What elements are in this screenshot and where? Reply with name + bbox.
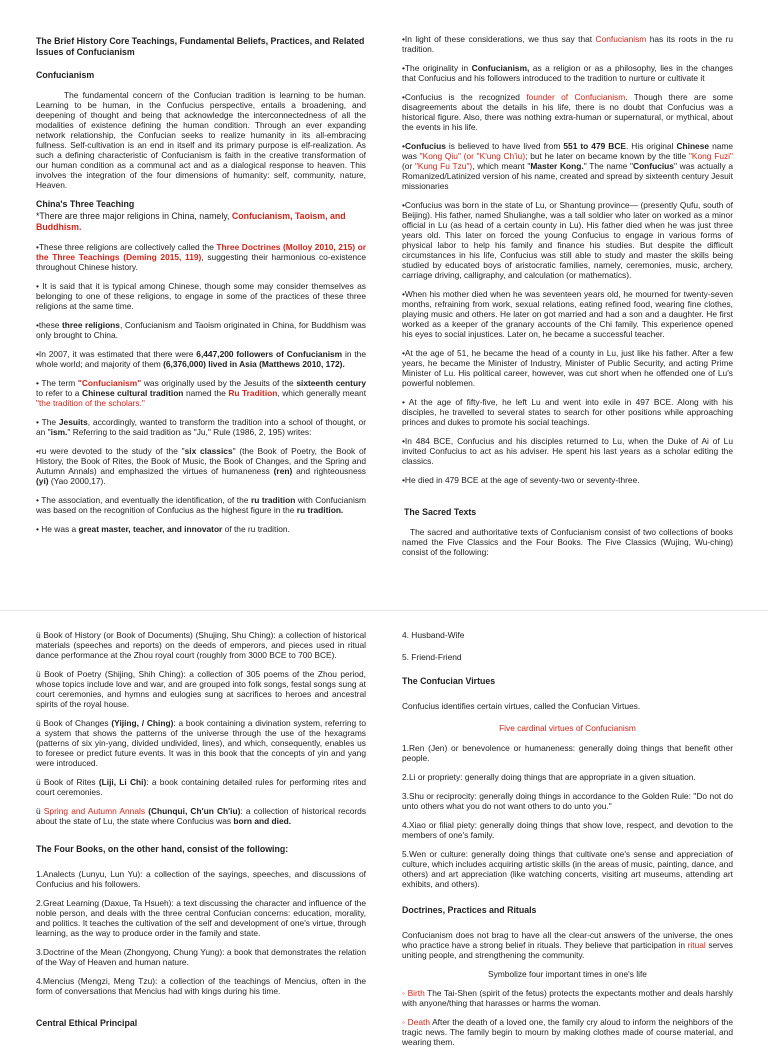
highlight-founder: founder of Confucianism [526, 92, 626, 102]
highlight-kong-qiu: "Kong Qiu" (or "K'ung Ch'iu) [419, 151, 526, 161]
text: in the whole world; and majority of them [36, 349, 367, 369]
text: The Tai-Shen (spirit of the fetus) protects the expectants mother and deals harshly with anyone/thing that harasses or harms the woman. [402, 988, 733, 1008]
bold-text: six classics [184, 446, 233, 456]
text: •Confucius is the recognized [402, 92, 527, 102]
paragraph-lived [402, 141, 733, 191]
bold-text: great master, teacher, and innovator [78, 524, 223, 534]
item-great-learning: 2.Great Learning (Daxue, Ta Hsueh): a text discussing the character and influence of the noble person, and deals with the three central Confucian concerns: education, morality, and politics. It teaches the cultivation of the self and development of one's virtue, through learning, as the way to produce order in the family and state. [36, 898, 366, 938]
top-left-column [36, 36, 366, 543]
item-analects: 1.Analects (Lunyu, Lun Yu): a collection of the sayings, speeches, and discussions of Confucius and his followers. [36, 869, 366, 889]
highlight-death: Death [407, 1017, 431, 1027]
text: ; but he later on became known by the title [525, 151, 689, 161]
paragraph-founder [402, 92, 733, 132]
text: • The association, and eventually the identification, of the [36, 495, 251, 505]
heading-sacred-texts: The Sacred Texts [404, 507, 477, 517]
bold-text: Confucius [404, 141, 446, 151]
item-book-of-rites [36, 777, 366, 797]
text: •The originality in [402, 63, 472, 73]
text: • [402, 141, 405, 151]
item-book-of-poetry: ü Book of Poetry (Shijing, Shih Ching): a collection of 305 poems of the Zhou period, whose topics include love and war, and are grouped into folk songs, festal songs sung at court ceremonies, and hymns and eulogies sung at sacrifices to heroes and ancestral spirits of the royal house. [36, 669, 366, 709]
text: with Confucianism was based on the recognition of Confucius as the highest figure in the [36, 495, 366, 515]
text: • The [36, 417, 59, 427]
paragraph-association [36, 495, 366, 515]
text: •these [36, 320, 62, 330]
highlight-kung-fu-tzu: "Kung Fu Tzu") [414, 161, 473, 171]
text: named the [183, 388, 229, 398]
bold-text: three religions [62, 320, 120, 330]
text: and righteousness [292, 466, 366, 476]
item-xiao: 4.Xiao or filial piety: generally doing things that show love, respect, and devotion to the members of one's family. [402, 820, 733, 840]
paragraph-typical: • It is said that it is typical among Chinese, though some may consider themselves as belonging to one of these religions, to engage in some of the practices of these three religions at the same time. [36, 281, 366, 311]
bold-text: Confucianism, [471, 63, 530, 73]
item-doctrine-of-mean: 3.Doctrine of the Mean (Zhongyong, Chung Yung): a book that demonstrates the relation of the Way of Heaven and human nature. [36, 947, 366, 967]
text: " was actually a Romanized/Latinized version of his name, created and spread by sixteenth century Jesuit missionaries [402, 161, 733, 191]
bottom-left-column [36, 630, 366, 1038]
text: was originally used by the Jesuits of the [141, 378, 297, 388]
highlight-kong-fuzi: "Kong Fuzi" [688, 151, 734, 161]
highlight-birth: Birth [407, 988, 425, 998]
item-husband-wife: 4. Husband-Wife [402, 630, 465, 640]
paragraph-sacred-texts: The sacred and authoritative texts of Confucianism consist of two collections of books named the Five Classics and the Four Books. The Five Classics (Wujing, Wu-ching) consist of the following: [402, 527, 733, 557]
bold-text: Chinese cultural tradition [82, 388, 184, 398]
text: ü [36, 806, 44, 816]
top-right-column [402, 34, 733, 566]
heading-confucianism: Confucianism [36, 70, 95, 80]
item-spring-autumn-annals [36, 806, 366, 826]
text: •These three religions are collectively called the [36, 242, 217, 252]
paragraph-484: •In 484 BCE, Confucius and his disciples returned to Lu, when the Duke of Ai of Lu invited Confucius to act as his adviser. He spent his last years as a scholar editing the classics. [402, 436, 733, 466]
bottom-right-column [402, 630, 733, 1056]
paragraph-jesuits [36, 417, 366, 437]
highlight-ru-tradition: Ru Tradition [228, 388, 278, 398]
bold-text: (Yijing, / Ching) [111, 718, 174, 728]
bullet-icon: ◦ [402, 1017, 408, 1027]
text: (or [402, 161, 415, 171]
heading-doctrines-practices: Doctrines, Practices and Rituals [402, 905, 537, 915]
text: ü Book of Rites [36, 777, 99, 787]
text: : a book containing detailed rules for performing rites and court ceremonies. [36, 777, 367, 797]
item-book-of-changes [36, 718, 366, 768]
paragraph-originality [402, 63, 733, 83]
highlight-doctrines: Three Doctrines (Molloy 2010, 215) or the Three Teachings (Deming 2015, 119) [36, 242, 366, 262]
paragraph-age-51: •At the age of 51, he became the head of a county in Lu, just like his father. After a few years, he became the Minister of Industry, Minister of Public Security, and acting Prime Minister of Lu. His political career, however, was cut short when he offended one of Lu's powerful noblemen. [402, 348, 733, 388]
item-shu: 3.Shu or reciprocity: generally doing things in accordance to the Golden Rule: "Do not do unto others what you do not want others to do unto you." [402, 791, 733, 811]
highlight-ritual: ritual [687, 940, 706, 950]
paragraph-born: •Confucius was born in the state of Lu, or Shantung province— (presently Qufu, south of Beijing). His father, named Shulianghe, was a tall soldier who later on worked as a minor official in Lu (as head of a certain county in Lu). His father died when he was just three years old. This later on forced the young Confucius to engage in various forms of physical labor to help his family and finance his studies. But despite the difficult circumstances in his life, Confucius was still able to study and master the skills being studied by educated boys of aristocratic families, namely, ceremonies, music, archery, carriage driving, calligraphy, and calculation (or mathematics). [402, 200, 733, 280]
bold-text: ru tradition. [296, 505, 344, 515]
text: as a religion or as a philosophy, lies in the changes that Confucius and his followers introduced to the tradition to nurture or cultivate it [402, 63, 733, 83]
text: , which meant " [472, 161, 531, 171]
paragraph-these-three [36, 320, 366, 340]
bold-text: (yi) [36, 476, 49, 486]
item-death [402, 1017, 733, 1047]
text: (Yao 2000,17). [48, 476, 106, 486]
text: serves uniting people, and strengthening the community. [402, 940, 733, 960]
paragraph-age-55: • At the age of fifty-five, he left Lu and went into exile in 497 BCE. Along with his disciples, he travelled to several states to search for other positions while approaching princes and dukes to promote his social teachings. [402, 397, 733, 427]
text: " (the Book of Poetry, the Book of History, the Book of Rites, the Book of Music, the Book of Changes, and the Spring and Autumn Annals) and emphasized the virtues of humaneness [36, 446, 366, 476]
paragraph-virtues-intro: Confucius identifies certain virtues, called the Confucian Virtues. [402, 701, 641, 711]
item-mencius: 4.Mencius (Mengzi, Meng Tzu): a collection of the teachings of Mencius, often in the form of conversations that Mencius had with kings during his time. [36, 976, 366, 996]
bold-text: (Liji, Li Chi) [98, 777, 147, 787]
paragraph-mother: •When his mother died when he was seventeen years old, he mourned for twenty-seven months, refraining from work, sexual relations, eating refined food, wearing fine clothes, playing music and others. He later on got married and had a son and a daughter. He first worked as a keeper of the granary accounts of the Chi family. This experience opened his eyes to social injustices. Later on, he became a successful teacher. [402, 289, 733, 339]
page-divider [0, 610, 768, 611]
text: : a collection of historical records about the state of Lu, the state where Confucius was [36, 806, 367, 826]
bold-text: (ren) [273, 466, 293, 476]
text: . His original [625, 141, 677, 151]
paragraph-three-doctrines [36, 242, 366, 272]
paragraph-three-religions [36, 211, 366, 233]
paragraph-ru-devoted [36, 446, 366, 486]
heading-three-teaching: China's Three Teaching [36, 199, 135, 209]
highlight-confucianism: "Confucianism" [77, 378, 142, 388]
text: : a book containing a divination system, referring to a system that shows the patterns of the universe through the use of the hexagrams (patterns of six yin-yang, divided undivided, lines), and which, consequently, enables us to foresee or predict future events. It was in this book that the concepts of yin and yang were introduced. [36, 718, 366, 768]
paragraph-confucianism: The fundamental concern of the Confucian tradition is learning to be human. Learning to be human, in the Confucius perspective, entails a broadening, and deepening of thought and being that acknowledge the interconnectedness of all the modalities of existence defining the human condition. Through an ever expanding network relationship, the Confucian seeks to realize humanity in its all-embracing fullness. Self-cultivation is an end in itself and its primary purpose is elf-realization. As such a defining characteristic of Confucianism is faith in the creative transformation of our human condition as a communal act and as a dialogical response to heaven. This involves the integration of the four dimensions of humanity: self, community, nature, Heaven. [36, 90, 366, 190]
bold-text: ru tradition [250, 495, 296, 505]
text: . Though there are some disagreements about the details in his life, there is no doubt that Confucius was a historical figure. Also, there was nothing extra-human or supernatural, or mythical, about the events in his life. [402, 92, 733, 132]
document-title: The Brief History Core Teachings, Fundamental Beliefs, Practices, and Related Issues of Confucianism [36, 36, 365, 57]
item-book-of-history: ü Book of History (or Book of Documents) (Shujing, Shu Ching): a collection of historical materials (speeches and reports) on the deeds of emperors, and pieces used in ritual dance performance at the Zhou royal court (roughly from 3000 BCE to 700 BCE). [36, 630, 366, 660]
text: , which generally meant [277, 388, 367, 398]
item-li: 2.Li or propriety: generally doing things that are appropriate in a given situation. [402, 772, 696, 782]
heading-central-ethical: Central Ethical Principal [36, 1018, 138, 1028]
item-ren: 1.Ren (Jen) or benevolence or humaneness: generally doing things that benefit other people. [402, 743, 733, 763]
paragraph-doctrines [402, 930, 733, 960]
bold-text: Confucius [633, 161, 674, 171]
text: • He was a [36, 524, 79, 534]
text: ü Book of Changes [36, 718, 112, 728]
text: •ru were devoted to the study of the " [36, 446, 185, 456]
bold-text: 551 to 479 BCE [563, 141, 626, 151]
text: Confucianism does not brag to have all the clear-cut answers of the universe, the ones who practice have a strong belief in rituals. They believe that participation in [402, 930, 733, 950]
text: is believed to have lived from [445, 141, 564, 151]
bold-text: (Chunqui, Ch'un Ch'iu) [148, 806, 241, 816]
text: After the death of a loved one, the family cry aloud to inform the neighbors of the tragic news. The family begin to mourn by making clothes made of course material, and wearing them. [402, 1017, 733, 1047]
item-friend-friend: 5. Friend-Friend [402, 652, 462, 662]
text: to refer to a [36, 388, 83, 398]
heading-confucian-virtues: The Confucian Virtues [402, 676, 496, 686]
text: • The term [36, 378, 78, 388]
bold-text: ism. [50, 427, 68, 437]
paragraph-2007 [36, 349, 366, 369]
bold-text: Chinese [676, 141, 710, 151]
text: , suggesting their harmonious co-existence throughout Chinese history. [36, 252, 367, 272]
text: , accordingly, wanted to transform the tradition into a school of thought, or an " [36, 417, 366, 437]
bold-text: Master Kong. [530, 161, 584, 171]
highlight-spring-autumn: Spring and Autumn Annals [43, 806, 146, 816]
bold-text: sixteenth century [296, 378, 366, 388]
paragraph-symbolize: Symbolize four important times in one's life [488, 969, 647, 979]
text: " The name " [583, 161, 634, 171]
text: , Confucianism and Taoism originated in China, for Buddhism was only brought to China. [36, 320, 366, 340]
text: of the ru tradition. [222, 524, 290, 534]
item-wen: 5.Wen or culture: generally doing things that cultivate one's sense and appreciation of culture, which includes acquiring artistic skills (in the areas of music, painting, dance, and others) and art appreciation (like watching concerts, visiting art museums, attending art exhibits, and others). [402, 849, 733, 889]
text: has its roots in the ru tradition. [402, 34, 733, 54]
bold-text: Jesuits [58, 417, 88, 427]
paragraph-great-master [36, 524, 366, 534]
text: •In light of these considerations, we thus say that [402, 34, 596, 44]
text: " Referring to the said tradition as "Ju," Rule (1986, 2, 195) writes: [67, 427, 312, 437]
bold-text: (6,376,000) lived in Asia (Matthews 2010, 172). [163, 359, 345, 369]
bullet-icon: ◦ [402, 988, 408, 998]
paragraph-in-light [402, 34, 733, 54]
highlight-confucianism: Confucianism [595, 34, 647, 44]
paragraph-term [36, 378, 366, 408]
text: name was [402, 141, 734, 161]
bold-text: 6,447,200 followers of Confucianism [196, 349, 343, 359]
heading-four-books: The Four Books, on the other hand, consist of the following: [36, 844, 289, 854]
highlight-religions: Confucianism, Taoism, and Buddhism. [36, 211, 346, 232]
text: •In 2007, it was estimated that there were [36, 349, 197, 359]
highlight-scholars: "the tradition of the scholars." [36, 398, 145, 408]
item-birth [402, 988, 733, 1008]
heading-five-virtues: Five cardinal virtues of Confucianism [499, 723, 636, 733]
bold-text: born and died. [233, 816, 292, 826]
paragraph-died: •He died in 479 BCE at the age of seventy-two or seventy-three. [402, 475, 640, 485]
text: *There are three major religions in China, namely, [36, 211, 232, 221]
